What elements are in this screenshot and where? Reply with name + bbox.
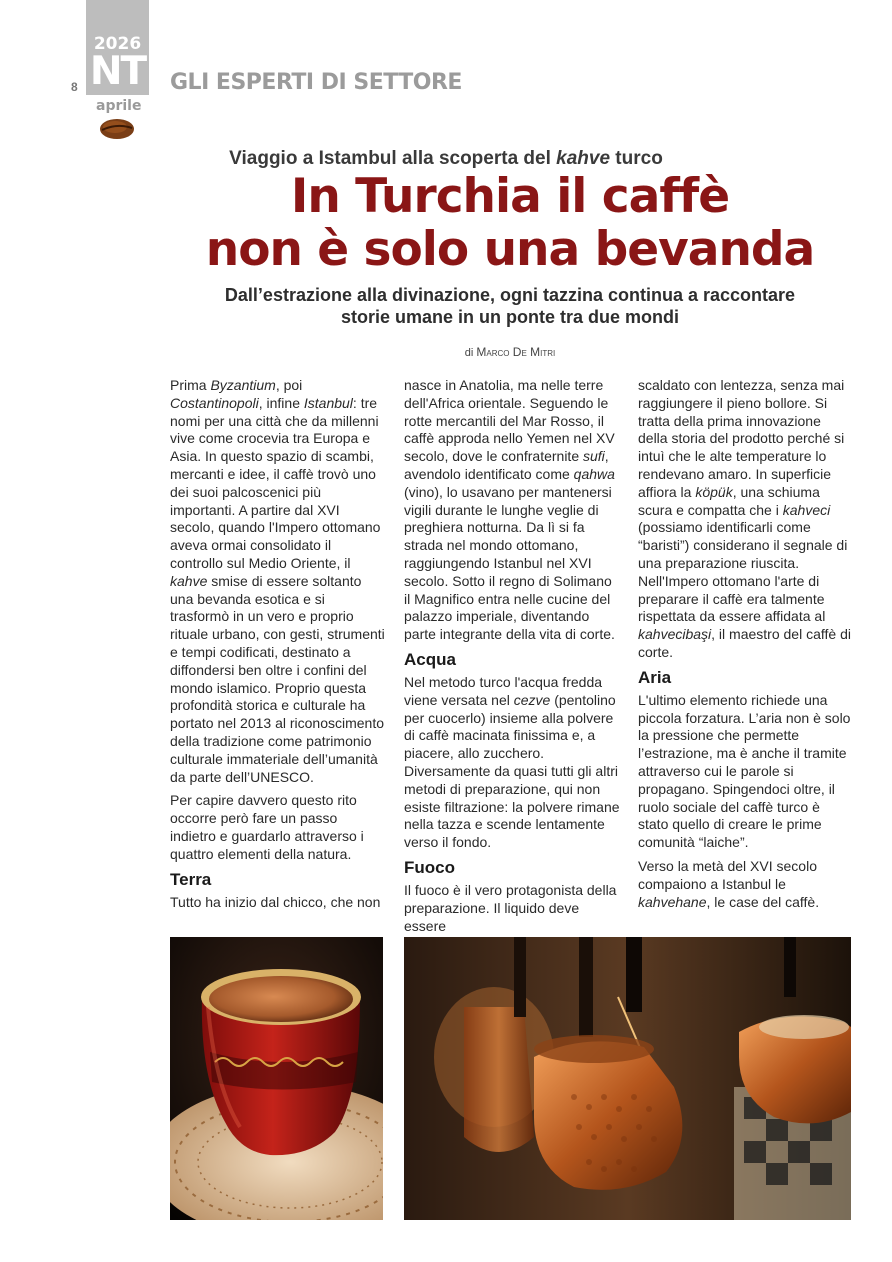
section-heading-aria: Aria (638, 667, 672, 687)
subtitle-line: Dall’estrazione alla divinazione, ogni tazzina continua a raccontare (224, 285, 796, 305)
section-heading-terra: Terra (170, 869, 212, 889)
text-column-1 (170, 377, 385, 917)
title-line: In Turchia il caffè (290, 169, 730, 224)
text-column-3 (638, 377, 853, 917)
paragraph: Per capire davvero questo rito occorre però fare un passo indietro e guardarlo attraverso i quattro elementi della natura. (170, 792, 364, 862)
magazine-logo: NT (89, 49, 146, 94)
page-number: 8 (71, 80, 78, 94)
article-kicker: Viaggio a Istambul alla scoperta del kahve turco (229, 148, 663, 169)
issue-month: aprile (96, 98, 142, 114)
paragraph: L'ultimo elemento richiede una piccola forzatura. L’aria non è solo la pressione che permette l’estrazione, ma è anche il tramite attraverso cui le parole si propagano. Spingendoci oltre, il ruolo sociale del caffè turco è stato quello di creare le prime comunità “laiche”. (638, 691, 851, 851)
article-subtitle (170, 284, 850, 328)
paragraph: Tutto ha inizio dal chicco, che non (170, 893, 381, 910)
text-column-2 (404, 377, 620, 941)
copper-cezve-photo (404, 937, 851, 1220)
issue-year: 2026 (93, 34, 142, 54)
author-name: Marco De Mitri (476, 345, 556, 359)
paragraph: Nel metodo turco l'acqua fredda viene versata nel cezve (pentolino per cuocerlo) insieme alla polvere di caffè macinata finissima e, a piacere, allo zucchero. Diversamente da quasi tutti gli altri metodi di preparazione, qui non esiste filtrazione: la polvere rimane nella tazza e scende lentamente verso il fondo. (404, 673, 620, 851)
turkish-coffee-cup-photo (170, 937, 383, 1220)
section-title: GLI ESPERTI DI SETTORE (170, 70, 462, 95)
magazine-tab (86, 0, 149, 95)
byline: di Marco De Mitri (464, 345, 556, 359)
paragraph: nasce in Anatolia, ma nelle terre dell'Africa orientale. Seguendo le rotte mercantili del Mar Rosso, il caffè approda nello Yemen nel XV secolo, dove le confraternite sufi, avendolo identificato come qahwa (vino), lo usavano per mantenersi vigili durante le lunghe veglie di preghiera notturna. Da lì si fa strada nel mondo ottomano, raggiungendo Istanbul nel XVI secolo. Sotto il regno di Solimano il Magnifico entra nelle cucine del palazzo imperiale, diventando parte integrante della vita di corte. (404, 377, 615, 643)
paragraph: Il fuoco è il vero protagonista della preparazione. Il liquido deve essere (404, 881, 617, 934)
section-heading-acqua: Acqua (404, 649, 456, 669)
coffee-bean-icon (98, 117, 136, 141)
subtitle-line: storie umane in un ponte tra due mondi (340, 307, 680, 327)
article-title (160, 170, 860, 276)
paragraph: scaldato con lentezza, senza mai raggiungere il pieno bollore. Si tratta della prima innovazione della storia del prodotto perché si intuì che le alte temperature lo rendevano amaro. In superficie affiora la köpük, una schiuma scura e compatta che i kahveci (possiamo identificarli come “baristi”) considerano il segnale di una preparazione riuscita. Nell'Impero ottomano l'arte di preparare il caffè era talmente rispettata da essere affidata al kahvecibaşi, il maestro del caffè di corte. (638, 377, 851, 660)
section-heading-fuoco: Fuoco (404, 857, 455, 877)
paragraph: Prima Byzantium, poi Costantinopoli, infine Istanbul: tre nomi per una città che da millenni vive come crocevia tra Europa e Asia. In questo spazio di scambi, mercanti e idee, il caffè trovò uno dei suoi palcoscenici più importanti. A partire dal XVI secolo, quando l'Impero ottomano aveva ormai consolidato il controllo sul Medio Oriente, il kahve smise di essere soltanto una bevanda esotica e si trasformò in un vero e proprio rituale urbano, con gesti, strumenti e tempi codificati, destinato a diffondersi ben oltre i confini del mondo islamico. Proprio questa profondità storica e culturale ha portato nel 2013 al riconoscimento della tradizione come patrimonio culturale immateriale dell’umanità da parte dell’UNESCO. (170, 377, 385, 785)
title-line: non è solo una bevanda (205, 222, 815, 277)
paragraph: Verso la metà del XVI secolo compaiono a Istanbul le kahvehane, le case del caffè. (638, 857, 820, 910)
